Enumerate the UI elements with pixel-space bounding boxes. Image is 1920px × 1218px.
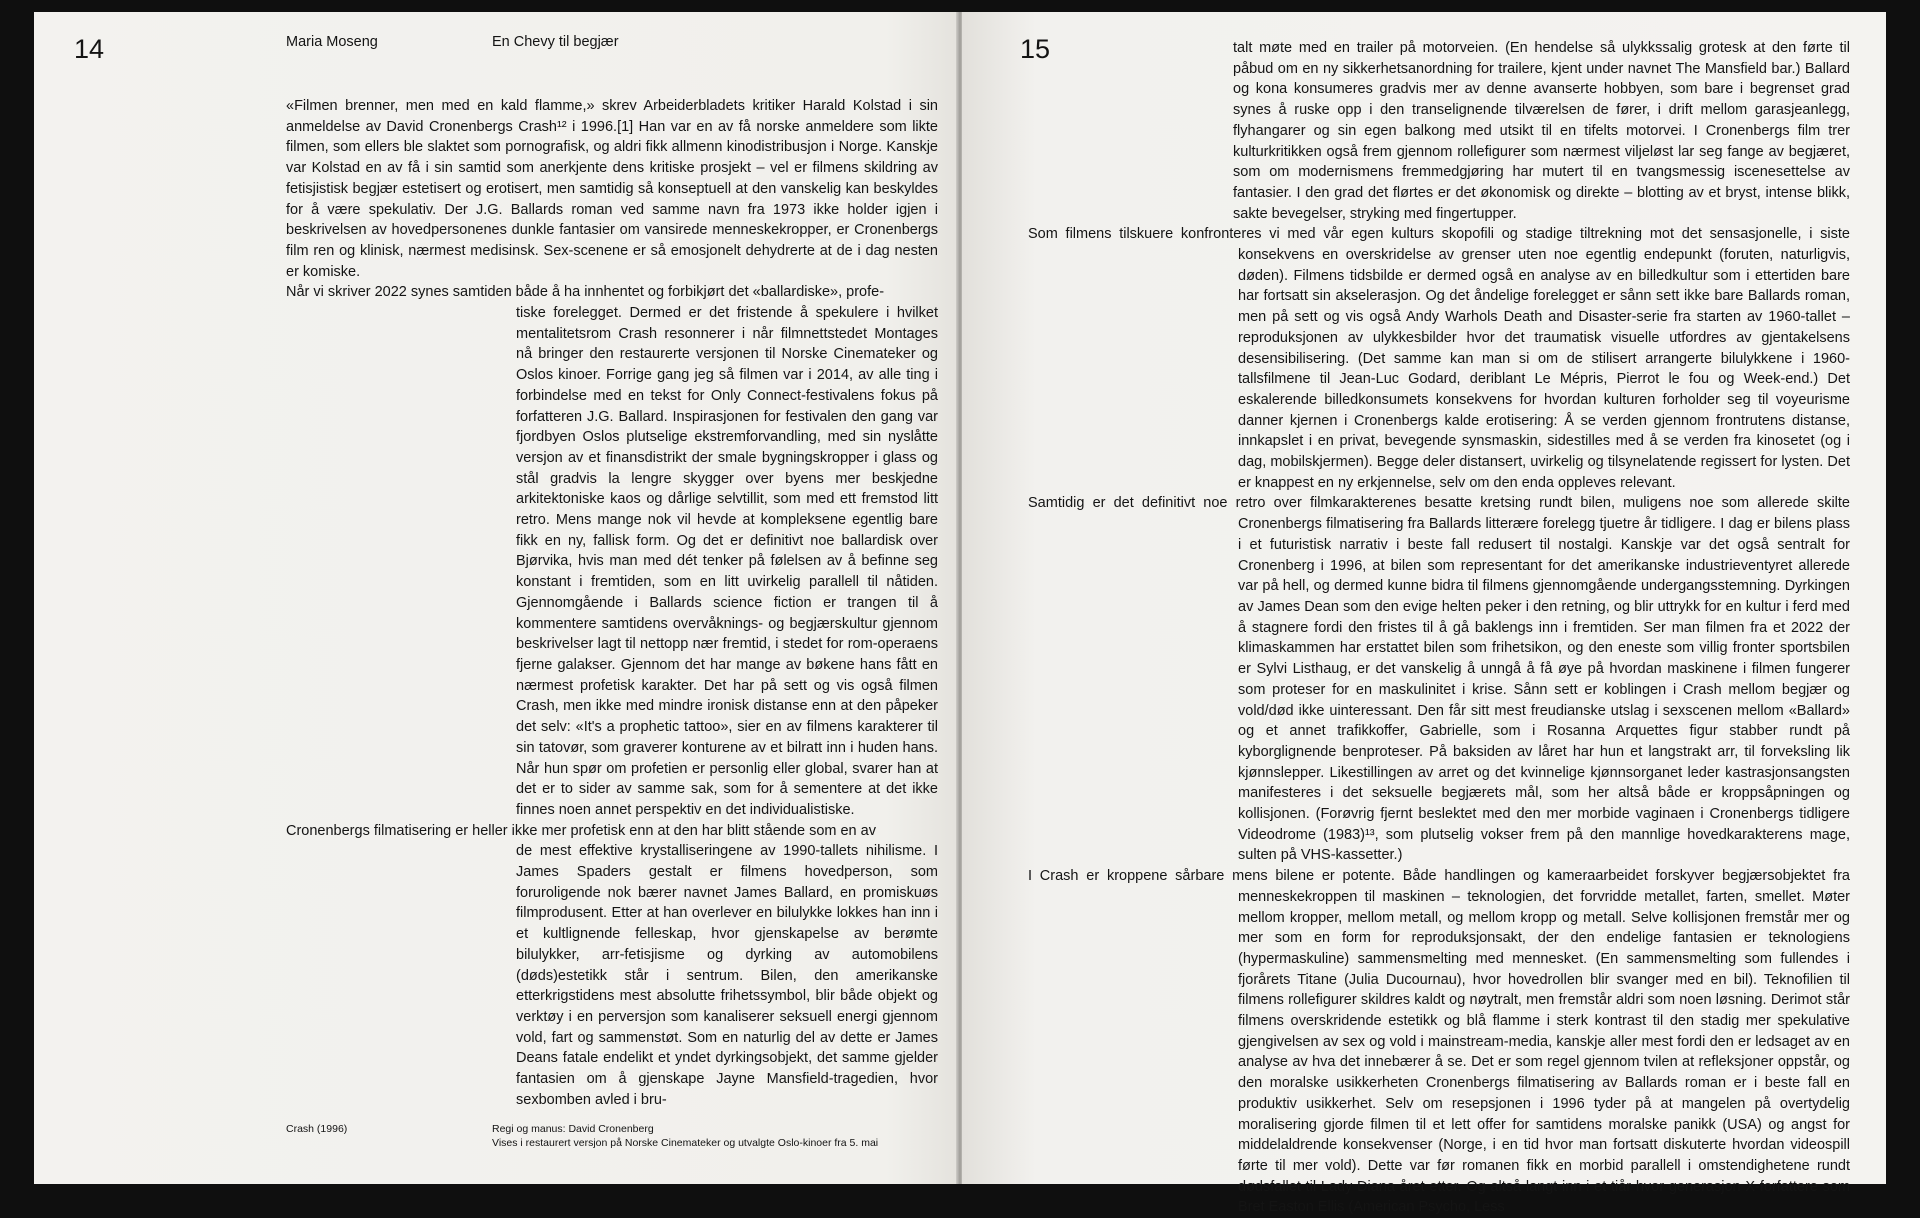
image-caption: Crash (1996) xyxy=(286,1123,348,1135)
paragraph: Samtidig er det definitivt noe retro over filmkarakterenes besatte kretsing rundt bilen, muligens noe som allerede skilte Cronenbergs filmatisering fra Ballards litterære forelegg tjuetre år tidligere. I dag er bilens plass i et futuristisk narrativ i beste fall redusert til nostalgi. Kanskje var det også sentralt for Cronenberg i 1996, at bilen som representant for det amerikanske industrieventyret allerede var på hell, og dermed kunne bidra til filmens gjennomgående undergangsstemning. Dyrkingen av James Dean som den evige helten peker i den retning, og blir uttrykk for en kultur i ferd med å stagnere fordi den fristes til å gå baklengs inn i fremtiden. Ser man filmen fra et 2022 der klimaskammen har erstattet bilen som frihetsikon, og den eneste som villig fronter sportsbilen er Sylvi Listhaug, er det vanskelig å unngå å få øye på hvordan maskinene i filmen fungerer som proteser for en maskulinitet i krise. Sånn sett er koblingen i Crash mellom begjær og vold/død ikke uinteressant. Den får sitt mest freudianske utslag i sexscenen mellom «Ballard» og et annet trafikkoffer, Gabrielle, som i Rosanna Arquettes figur stabber rundt på kyborglignende benproteser. På baksiden av låret har hun et langstrakt arr, til forveksling lik kjønnslepper. Likestillingen av arret og det kvinnelige kjønnsorganet leder kastrasjonsangsten manifesteres i det seksuelle begjærets mål, som her altså både er kroppsåpningen og kollisjonen. (Forøvrig fjernt beslektet med den mer morbide vaginaen i Cronenbergs tidligere Videodrome (1983)¹³, som plutselig vokser frem på den mannlige hovedkarakterens mage, sulten på VHS-kassetter.) xyxy=(1028,495,1850,864)
credit-line: Regi og manus: David Cronenberg xyxy=(492,1123,654,1135)
running-head-title: En Chevy til begjær xyxy=(492,34,619,50)
page-number-right: 15 xyxy=(1020,34,1051,64)
paragraph: de mest effektive krystalliseringene av 1990-tallets nihilisme. I James Spaders gestalt er filmens hovedperson, som foruroligende nok bærer navnet James Ballard, en promiskuøs filmprodusent. Etter at han overlever en bilulykke lokkes han inn i et kultlignende felleskap, hvor gjenskapelse av berømte bilulykker, arr-fetisjisme og dyrking av automobilens (døds)estetikk står i sentrum. Bilen, den amerikanske etterkrigstidens mest absolutte frihetssymbol, blir både objekt og verktøy i en perversjon som kanaliserer seksuell energi gjennom vold, fart og sammenstøt. Som en naturlig del av dette er James Deans fatale endelikt et yndet dyrkingsobjekt, det samme gjelder fantasien om å gjenskape Jayne Mansfield-tragedien, hvor sexbomben avled i bru- xyxy=(516,843,938,1108)
paragraph-lead: Når vi skriver 2022 synes samtiden både å ha innhentet og forbikjørt det «ballardiske», profe- xyxy=(286,284,885,301)
paragraph-lead: Cronenbergs filmatisering er heller ikke mer profetisk enn at den har blitt stående som en av xyxy=(286,822,876,839)
running-head-author: Maria Moseng xyxy=(286,34,378,50)
page-number-left: 14 xyxy=(74,34,105,64)
paragraph: Som filmens tilskuere konfronteres vi med vår egen kulturs skopofili og stadige tiltrekning mot det sensasjonelle, i siste konsekvens en overskridelse av grenser uten noe egentlig endepunkt (foruten, naturligvis, døden). Filmens tidsbilde er dermed også en analyse av en billedkultur som i ettertiden bare har fortsatt sin akselerasjon. Og det åndelige forelegget er sånn sett ikke bare Ballards roman, men på sett og vis også Andy Warhols Death and Disaster-serie fra starten av 1960-tallet – reproduksjonen av ulykkesbilder hvor det traumatisk visuelle utfordres av gjentakelsens desensibilisering. (Det samme kan man si om de stilisert arrangerte bilulykkene i 1960-tallsfilmene til Jean-Luc Godard, deriblant Le Mépris, Pierrot le fou og Week-end.) Det eskalerende billedkonsumets konsekvens for hvordan kulturen forholder seg til voyeurisme danner kjernen i Cronenbergs kalde erotisering: Å se verden gjennom frontrutens distanse, innkapslet i en privat, bevegende synsmaskin, sidestilles med å se verden fra kinosetet (og i dag, mobilskjermen). Begge deler distansert, uvirkelig og tilsynelatende regissert for lysten. Det er knappest en ny erkjennelse, selv om den enda oppleves relevant. xyxy=(1028,226,1850,491)
paragraph: I Crash er kroppene sårbare mens bilene er potente. Både handlingen og kameraarbeidet forskyver begjærsobjektet fra menneskekroppen til maskinen – teknologien, det forvridde metallet, farten, smellet. Møter mellom kropper, mellom metall, og mellom kropp og metall. Selve kollisjonen fremstår mer og mer som en form for reproduksjonsakt, der den endelige fantasien er teknologiens (hypermaskuline) sammensmelting med mennesket. (En sammensmelting som fullendes i fjorårets Titane (Julia Ducournau), hvor hovedrollen blir svanger med en bil). Teknofilien til filmens rollefigurer skildres kaldt og nøytralt, men fremstår aldri som noen løsning. Derimot står filmens overskridende estetikk og blå flamme i sterk kontrast til den stadig mer spekulative gjengivelsen av sex og vold i mainstream-media, kanskje aller mest fordi den er ledsaget av en analyse av hva det innebærer å se. Det er som regel gjennom tvilen at refleksjoner oppstår, og den moralske usikkerheten Cronenbergs filmatisering av Ballards roman er i beste fall en produktiv usikkerhet. Selv om resepsjonen i 1996 tyder på at mangelen på overtydelig moralisering gjorde filmen til et lett offer for samtidens moralske panikk (USA) og angst for middelaldrende konsekvenser (Norge, i en tid hvor man fortsatt diskuterte hvordan videospill førte til mer vold). Dette var før romanen fikk en morbid parallell i omstendighetene rundt dødsfallet til Lady Diana året etter. Og altså langt inn i et tiår hvor generasjon X-forfattere som Bret Easton Ellis (American Psycho, Less xyxy=(1028,868,1850,1216)
credit-line: Vises i restaurert versjon på Norske Cinemateker og utvalgte Oslo-kinoer fra 5. mai xyxy=(492,1137,879,1149)
paragraph: tiske forelegget. Dermed er det fristende å spekulere i hvilket mentalitetsrom Crash resonnerer i når filmnettstedet Montages nå bringer den restaurerte versjonen til Norske Cinemateker og Oslos kinoer. Forrige gang jeg så filmen var i 2014, av alle ting i forbindelse med en tekst for Only Connect-festivalens fokus på forfatteren J.G. Ballard. Inspirasjonen for festivalen den gang var fjordbyen Oslos plutselige ekstremforvandling, med sin nyslåtte versjon av et finansdistrikt der smale bygningskropper i glass og stål gradvis la lengre skygger over byens mer beskjedne arkitektoniske kaos og dårlige selvtillit, som med ett fremstod litt retro. Mens mange nok vil hevde at kompleksene egentlig bare fikk en ny, fallisk form. Og det er definitivt noe ballardisk over Bjørvika, hvis man med dét tenker på følelsen av å befinne seg konstant i fremtiden, som en litt uvirkelig parallell til nåtiden. Gjennomgående i Ballards science fiction er trangen til å kommentere samtidens overvåknings- og begjærskultur gjennom beskrivelser lagt til nettopp nær fremtid, i stedet for rom-operaens fjerne galakser. Gjennom det har mange av bøkene hans fått en nærmest profetisk karakter. Det har på sett og vis også filmen Crash, men ikke med mindre ironisk distanse enn at den påpeker det selv: «It's a prophetic tattoo», sier en av filmens karakterer til sin tatovør, som graverer konturene av et bilratt inn i huden hans. Når hun spør om profetien er personlig eller global, svarer han at det er to sider av samme sak, som for å sementere at det ikke finnes noen annet perspektiv en det individualistiske. xyxy=(516,305,938,818)
left-page xyxy=(34,12,960,1184)
paragraph: «Filmen brenner, men med en kald flamme,» skrev Arbeiderbladets kritiker Harald Kolstad i sin anmeldelse av David Cronenbergs Crash¹² i 1996.[1] Han var en av få norske anmeldere som likte filmen, som ellers ble slaktet som pornografisk, og aldri fikk allmenn kinodistribusjon i Norge. Kanskje var Kolstad en av få i sin samtid som anerkjente dens kritiske prosjekt – vel er filmens skildring av fetisjistisk begjær estetisert og erotisert, men samtidig så konseptuell at den vanskelig kan beskyldes for å være spekulativ. Der J.G. Ballards roman ved samme navn fra 1973 ikke holder igjen i beskrivelsen av hovedpersonenes dunkle fantasier om vansirede menneskekropper, er Cronenbergs film ren og klinisk, nærmest medisinsk. Sex-scenene er så emosjonelt dehydrerte at de i dag nesten er komiske. xyxy=(286,98,938,280)
paragraph: talt møte med en trailer på motorveien. (En hendelse så ulykkssalig grotesk at den førte til påbud om en ny sikkerhetsanordning for trailere, kjent under navnet The Mansfield bar.) Ballard og kona konsumeres gradvis mer av denne avanserte hobbyen, som bare i begrenset grad synes å ruske opp i den transelignende tilværelsen de fører, i drift mellom garasjeanlegg, flyhangarer og sin egen balkong med utsikt til en tifelts motorvei. I Cronenbergs film trer kulturkritikken også frem gjennom rollefigurer som nærmest viljeløst lar seg fange av begjæret, som om modernismens fremmedgjøring har mutert til en tvangsmessig iscenesettelse av fantasier. I den grad det flørtes er det økonomisk og direkte – blotting av et bryst, intense blikk, sakte bevegelser, stryking med fingertupper. xyxy=(1233,40,1850,222)
film-credits xyxy=(492,1122,878,1150)
right-page xyxy=(962,12,1886,1216)
left-body-column xyxy=(286,96,938,1110)
right-body-column xyxy=(962,38,1850,1218)
